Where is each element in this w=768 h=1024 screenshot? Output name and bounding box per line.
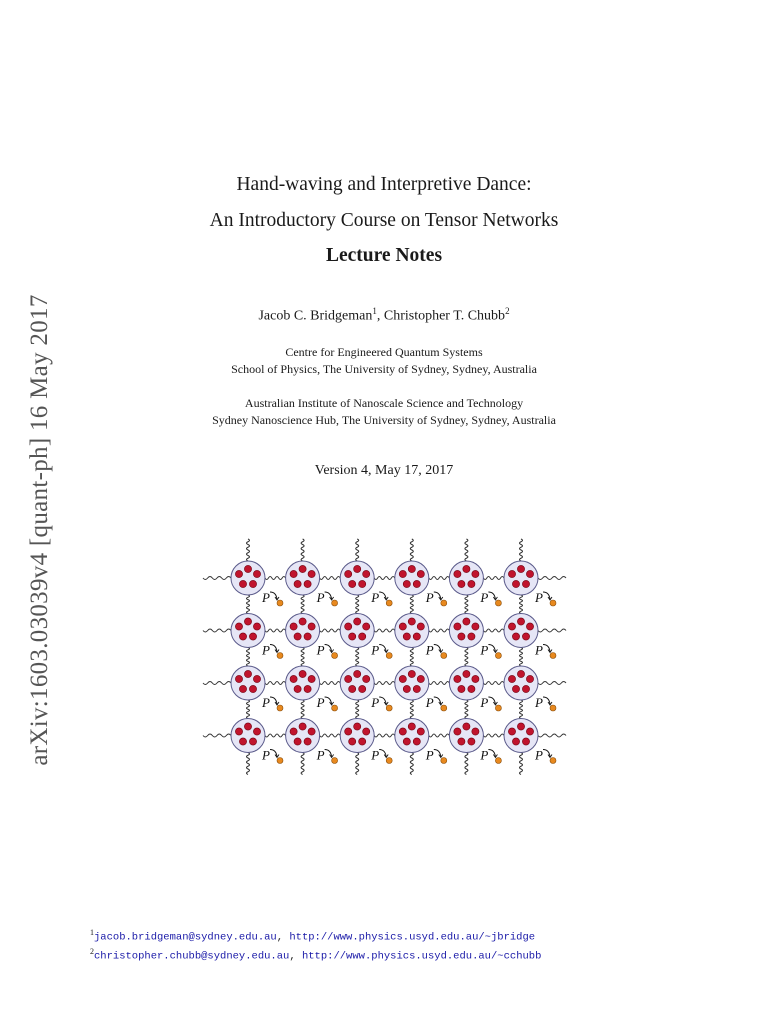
particle-dot [399, 675, 406, 682]
particle-dot [458, 685, 465, 692]
orange-dot [386, 653, 392, 659]
orange-dot [495, 758, 501, 764]
particle-dot [349, 738, 356, 745]
horizontal-bond [374, 682, 395, 685]
orange-dot [386, 758, 392, 764]
particle-dot [512, 633, 519, 640]
affiliation-1 [0, 344, 768, 378]
horizontal-bond [483, 629, 504, 632]
particle-dot [290, 728, 297, 735]
particle-dot [349, 633, 356, 640]
particle-dot [517, 723, 524, 730]
particle-dot [526, 675, 533, 682]
particle-dot [458, 738, 465, 745]
particle-dot [408, 618, 415, 625]
particle-dot [354, 565, 361, 572]
vertical-bond [465, 648, 468, 667]
orange-dot [277, 600, 283, 606]
particle-dot [304, 580, 311, 587]
footnote-2-separator: , [289, 950, 302, 962]
orange-dot [441, 653, 447, 659]
vertical-bond [356, 700, 359, 719]
particle-dot [399, 623, 406, 630]
particle-dot [235, 570, 242, 577]
particle-dot [522, 633, 529, 640]
particle-dot [235, 675, 242, 682]
particle-dot [508, 675, 515, 682]
orange-dot [441, 705, 447, 711]
particle-dot [403, 633, 410, 640]
particle-dot [408, 670, 415, 677]
title-line-2: An Introductory Course on Tensor Networks [209, 210, 559, 231]
vertical-bond [301, 753, 304, 775]
orange-dot [332, 758, 338, 764]
vertical-bond [465, 539, 468, 561]
footnote-1-mark: 1 [90, 928, 94, 937]
particle-dot [249, 738, 256, 745]
vertical-bond [356, 595, 359, 614]
horizontal-bond [429, 577, 450, 580]
orange-dot [495, 600, 501, 606]
particle-dot [417, 675, 424, 682]
particle-dot [454, 728, 461, 735]
particle-dot [454, 623, 461, 630]
particle-dot [354, 670, 361, 677]
particle-dot [468, 580, 475, 587]
projector-label: P [425, 642, 434, 658]
vertical-bond [356, 753, 359, 775]
horizontal-bond [203, 682, 231, 685]
particle-dot [345, 570, 352, 577]
particle-dot [463, 565, 470, 572]
particle-dot [508, 570, 515, 577]
particle-dot [403, 738, 410, 745]
particle-dot [512, 685, 519, 692]
horizontal-bond [483, 682, 504, 685]
particle-dot [454, 675, 461, 682]
particle-dot [290, 675, 297, 682]
particle-dot [308, 623, 315, 630]
vertical-bond [247, 595, 250, 614]
footnote-1-separator: , [276, 931, 290, 944]
affiliation-1-line-1: Centre for Engineered Quantum Systems [285, 345, 483, 359]
version-date: Version 4, May 17, 2017 [314, 463, 454, 478]
vertical-bond [356, 648, 359, 667]
particle-dot [253, 623, 260, 630]
orange-dot [550, 653, 556, 659]
projector-label: P [371, 695, 380, 710]
particle-dot [235, 623, 242, 630]
particle-dot [417, 623, 424, 630]
author-1-mark: 1 [372, 306, 377, 316]
projector-label: P [480, 642, 489, 658]
projector-label: P [371, 747, 380, 763]
vertical-bond [410, 648, 413, 667]
particle-dot [522, 738, 529, 745]
projector-label: P [262, 747, 270, 763]
particle-dot [472, 623, 479, 630]
footnote-2-email-link[interactable]: christopher.chubb@sydney.edu.au [94, 950, 290, 962]
particle-dot [399, 570, 406, 577]
vertical-bond [410, 753, 413, 775]
vertical-bond [520, 648, 523, 667]
particle-dot [363, 728, 370, 735]
particle-dot [472, 728, 479, 735]
particle-dot [299, 723, 306, 730]
footnote-2-url-link[interactable]: http://www.physics.usyd.edu.au/~cchubb [301, 950, 542, 962]
projector-label: P [535, 590, 543, 605]
vertical-bond [410, 539, 413, 561]
horizontal-bond [203, 734, 231, 737]
vertical-bond [247, 539, 250, 561]
particle-dot [508, 623, 515, 630]
particle-dot [359, 580, 366, 587]
horizontal-bond [374, 629, 395, 632]
particle-dot [403, 580, 410, 587]
vertical-bond [410, 700, 413, 719]
projector-label: P [371, 590, 380, 605]
author-2: Christopher T. Chubb [383, 308, 506, 324]
particle-dot [413, 738, 420, 745]
particle-dot [354, 618, 361, 625]
particle-dot [239, 685, 246, 692]
footnote-1 [90, 926, 541, 945]
horizontal-bond [320, 682, 341, 685]
orange-dot [332, 653, 338, 659]
particle-dot [244, 565, 251, 572]
particle-dot [413, 633, 420, 640]
projector-label: P [262, 642, 270, 658]
author-2-mark: 2 [505, 306, 510, 316]
particle-dot [526, 728, 533, 735]
particle-dot [244, 670, 251, 677]
horizontal-bond [538, 682, 566, 685]
particle-dot [299, 670, 306, 677]
orange-dot [277, 653, 283, 659]
orange-dot [441, 758, 447, 764]
vertical-bond [465, 595, 468, 614]
particle-dot [294, 685, 301, 692]
horizontal-bond [265, 577, 286, 580]
projector-label: P [480, 747, 489, 763]
particle-dot [413, 580, 420, 587]
particle-dot [359, 738, 366, 745]
horizontal-bond [265, 682, 286, 685]
vertical-bond [410, 595, 413, 614]
orange-dot [550, 600, 556, 606]
particle-dot [299, 618, 306, 625]
horizontal-bond [429, 734, 450, 737]
particle-dot [472, 675, 479, 682]
vertical-bond [356, 539, 359, 561]
vertical-bond [520, 753, 523, 775]
particle-dot [517, 618, 524, 625]
horizontal-bond [483, 734, 504, 737]
vertical-bond [301, 648, 304, 667]
horizontal-bond [203, 577, 231, 580]
particle-dot [454, 570, 461, 577]
footnotes [90, 926, 541, 963]
particle-dot [363, 675, 370, 682]
particle-dot [359, 633, 366, 640]
particle-dot [517, 670, 524, 677]
projector-label: P [425, 747, 434, 763]
horizontal-bond [374, 577, 395, 580]
projector-label: P [262, 695, 270, 710]
orange-dot [550, 705, 556, 711]
horizontal-bond [483, 577, 504, 580]
vertical-bond [520, 539, 523, 561]
orange-dot [332, 600, 338, 606]
particle-dot [472, 570, 479, 577]
particle-dot [408, 565, 415, 572]
particle-dot [345, 675, 352, 682]
particle-dot [304, 738, 311, 745]
projector-label: P [480, 590, 489, 605]
footnote-2 [90, 945, 541, 964]
particle-dot [239, 580, 246, 587]
horizontal-bond [320, 734, 341, 737]
author-separator: , [376, 308, 384, 324]
orange-dot [277, 705, 283, 711]
horizontal-bond [265, 629, 286, 632]
particle-dot [253, 675, 260, 682]
horizontal-bond [538, 629, 566, 632]
particle-dot [345, 728, 352, 735]
vertical-bond [520, 700, 523, 719]
particle-dot [304, 633, 311, 640]
particle-dot [249, 580, 256, 587]
particle-dot [363, 623, 370, 630]
particle-dot [458, 580, 465, 587]
particle-dot [308, 728, 315, 735]
particle-dot [417, 728, 424, 735]
affiliation-2-line-2: Sydney Nanoscience Hub, The University of Sydney, Sydney, Australia [212, 413, 556, 427]
particle-dot [403, 685, 410, 692]
particle-dot [468, 738, 475, 745]
particle-dot [308, 675, 315, 682]
particle-dot [359, 685, 366, 692]
horizontal-bond [320, 577, 341, 580]
particle-dot [253, 570, 260, 577]
projector-label: P [316, 590, 325, 605]
horizontal-bond [374, 734, 395, 737]
affiliation-2-line-1: Australian Institute of Nanoscale Science and Technology [244, 396, 524, 410]
projector-label: P [371, 642, 380, 658]
author-1: Jacob C. Bridgeman [258, 308, 373, 324]
particle-dot [290, 623, 297, 630]
horizontal-bond [429, 682, 450, 685]
orange-dot [386, 705, 392, 711]
horizontal-bond [538, 577, 566, 580]
footnote-1-url-link[interactable]: http://www.physics.usyd.edu.au/~jbridge [289, 931, 536, 944]
particle-dot [417, 570, 424, 577]
vertical-bond [247, 700, 250, 719]
footnote-1-email-link[interactable]: jacob.bridgeman@sydney.edu.au [94, 931, 277, 944]
vertical-bond [247, 648, 250, 667]
projector-label: P [316, 747, 325, 763]
particle-dot [517, 565, 524, 572]
particle-dot [239, 633, 246, 640]
footnote-2-mark: 2 [90, 946, 94, 956]
horizontal-bond [203, 629, 231, 632]
affiliation-1-line-2: School of Physics, The University of Sydney, Sydney, Australia [231, 362, 537, 376]
horizontal-bond [429, 629, 450, 632]
particle-dot [299, 565, 306, 572]
particle-dot [512, 738, 519, 745]
particle-dot [244, 618, 251, 625]
particle-dot [249, 633, 256, 640]
vertical-bond [520, 595, 523, 614]
vertical-bond [465, 753, 468, 775]
particle-dot [413, 685, 420, 692]
tensor-network-figure [195, 528, 575, 788]
affiliation-2 [0, 395, 768, 429]
particle-dot [512, 580, 519, 587]
particle-dot [294, 580, 301, 587]
particle-dot [458, 633, 465, 640]
title-line-1: Hand-waving and Interpretive Dance: [236, 174, 532, 195]
projector-label: P [316, 695, 325, 710]
particle-dot [349, 685, 356, 692]
vertical-bond [465, 700, 468, 719]
orange-dot [550, 758, 556, 764]
projector-label: P [480, 695, 489, 710]
horizontal-bond [320, 629, 341, 632]
particle-dot [468, 633, 475, 640]
particle-dot [249, 685, 256, 692]
orange-dot [495, 705, 501, 711]
particle-dot [463, 723, 470, 730]
horizontal-bond [538, 734, 566, 737]
horizontal-bond [265, 734, 286, 737]
particle-dot [253, 728, 260, 735]
projector-label: P [535, 747, 543, 763]
arxiv-identifier: arXiv:1603.03039v4 [quant-ph] 16 May 2017 [26, 294, 53, 766]
particle-dot [526, 623, 533, 630]
particle-dot [408, 723, 415, 730]
projector-label: P [425, 590, 434, 605]
particle-dot [522, 685, 529, 692]
particle-dot [354, 723, 361, 730]
particle-dot [244, 723, 251, 730]
particle-dot [239, 738, 246, 745]
particle-dot [399, 728, 406, 735]
projector-label: P [262, 590, 270, 605]
particle-dot [304, 685, 311, 692]
particle-dot [463, 618, 470, 625]
particle-dot [308, 570, 315, 577]
authors [0, 306, 768, 325]
particle-dot [468, 685, 475, 692]
particle-dot [526, 570, 533, 577]
vertical-bond [301, 700, 304, 719]
projector-label: P [535, 695, 543, 710]
projector-label: P [425, 695, 434, 710]
particle-dot [522, 580, 529, 587]
particle-dot [463, 670, 470, 677]
particle-dot [294, 738, 301, 745]
orange-dot [441, 600, 447, 606]
particle-dot [363, 570, 370, 577]
projector-label: P [535, 642, 543, 658]
title-lecture-notes: Lecture Notes [325, 245, 443, 266]
particle-dot [345, 623, 352, 630]
orange-dot [332, 705, 338, 711]
particle-dot [235, 728, 242, 735]
projector-label: P [316, 642, 325, 658]
orange-dot [495, 653, 501, 659]
particle-dot [290, 570, 297, 577]
particle-dot [508, 728, 515, 735]
orange-dot [277, 758, 283, 764]
particle-dot [294, 633, 301, 640]
vertical-bond [301, 539, 304, 561]
orange-dot [386, 600, 392, 606]
particle-dot [349, 580, 356, 587]
vertical-bond [247, 753, 250, 775]
vertical-bond [301, 595, 304, 614]
